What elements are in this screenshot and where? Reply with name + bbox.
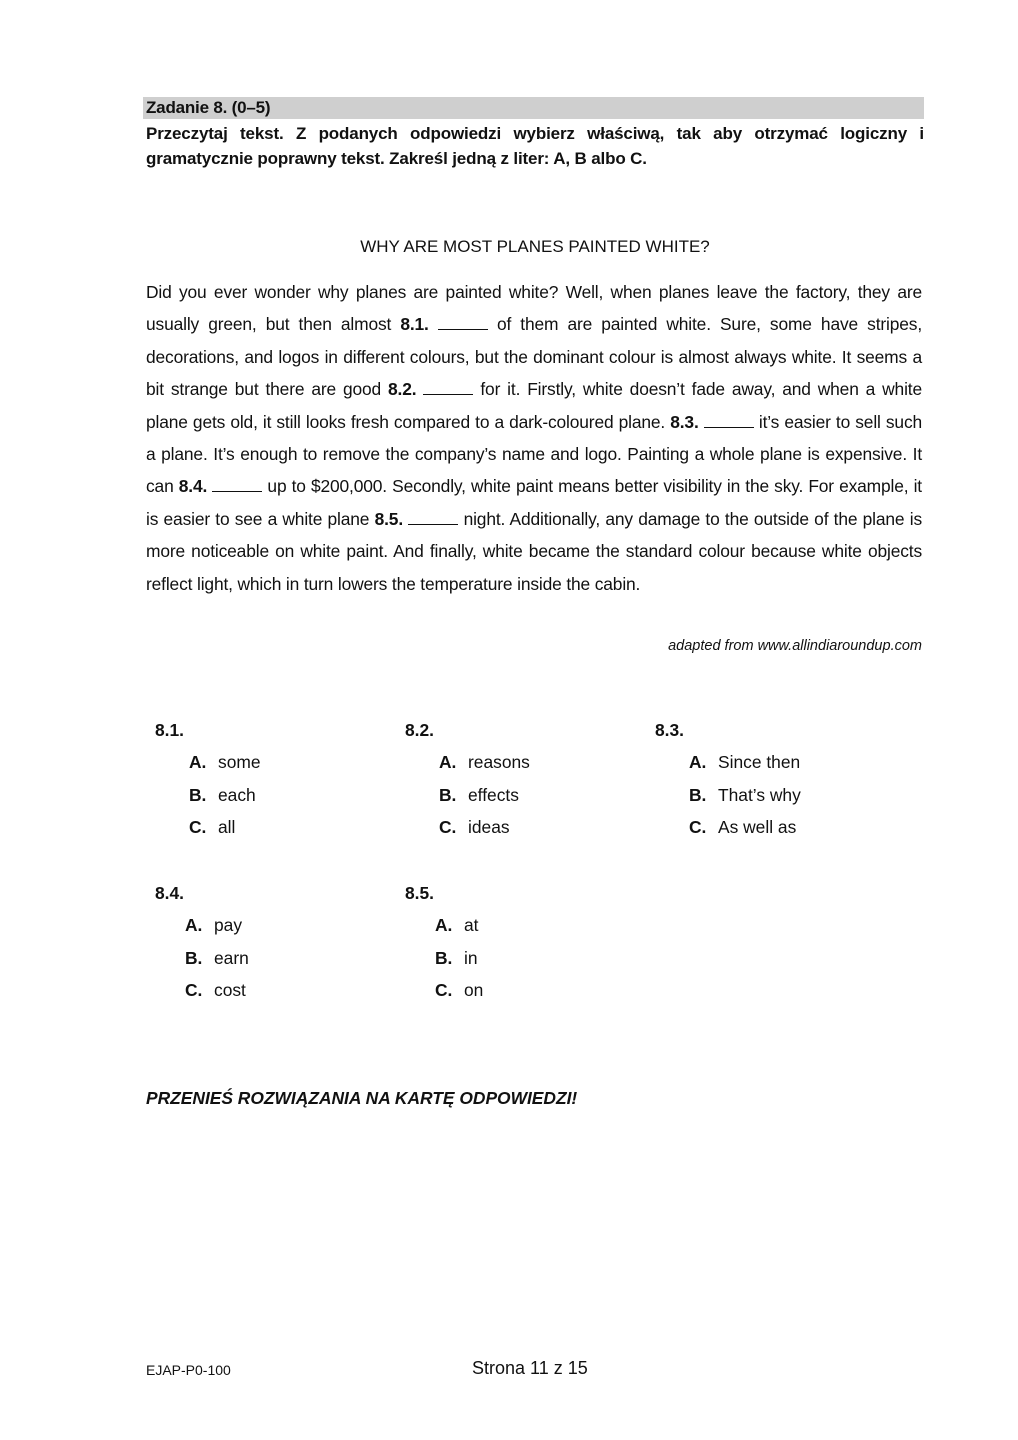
gap-blank-8-4 (212, 477, 262, 492)
question-number: 8.5. (405, 883, 435, 903)
passage-segment: of them are painted white. Sure, some have stripes, decorations, and logos in different colours, but the dominant colour is almost always white. It seems a bit strange but there are good (146, 314, 922, 400)
option-c[interactable]: C. on (435, 980, 484, 1001)
question-number: 8.4. (155, 883, 185, 903)
question-number: 8.3. (655, 720, 685, 740)
gap-blank-8-1 (438, 315, 488, 330)
task-instruction: Przeczytaj tekst. Z podanych odpowiedzi wybierz właściwą, tak aby otrzymać logiczny i gramatycznie poprawny tekst. Zakreśl jedną z liter: A, B albo C. (146, 124, 924, 168)
gap-label: 8.5. (374, 508, 404, 529)
question-8-3 (655, 714, 801, 844)
option-c[interactable]: C. ideas (439, 817, 510, 838)
gap-label: 8.4. (178, 476, 208, 497)
passage-segment: it’s easier to sell such a plane. It’s enough to remove the company’s name and logo. Painting a whole plane is expensive. It can (146, 411, 923, 497)
option-b[interactable]: B. That’s why (689, 784, 801, 805)
option-b[interactable]: B. earn (185, 947, 249, 968)
question-number: 8.2. (405, 720, 435, 740)
source-attribution: adapted from www.allindiaroundup.com (668, 638, 922, 654)
option-c[interactable]: C. all (189, 817, 236, 838)
passage-segment: night. Additionally, any damage to the outside of the plane is more noticeable on white paint. And finally, white became the standard colour because white objects reflect light, which in turn lowers the temperature inside the cabin. (146, 508, 922, 594)
option-b[interactable]: B. effects (439, 784, 519, 805)
gap-blank-8-2 (423, 380, 473, 395)
gap-label: 8.1. (400, 314, 429, 335)
question-8-5 (405, 877, 483, 1007)
task-title: Zadanie 8. (0–5) (146, 98, 271, 117)
text-title: WHY ARE MOST PLANES PAINTED WHITE? (360, 237, 710, 256)
question-number: 8.1. (155, 720, 185, 740)
exam-code: EJAP-P0-100 (146, 1362, 231, 1378)
question-8-4 (155, 877, 249, 1007)
passage-segment: up to $200,000. Secondly, white paint means better visibility in the sky. For example, it is easier to see a white plane (146, 476, 922, 529)
option-b[interactable]: B. each (189, 784, 256, 805)
passage-segment: for it. Firstly, white doesn’t fade away, and when a white plane gets old, it still looks fresh compared to a dark-coloured plane. (146, 379, 922, 432)
transfer-answers-note: PRZENIEŚ ROZWIĄZANIA NA KARTĘ ODPOWIEDZI! (146, 1088, 578, 1108)
option-a[interactable]: A. Since then (689, 752, 801, 773)
option-c[interactable]: C. As well as (689, 817, 797, 838)
option-a[interactable]: A. at (435, 915, 479, 936)
option-a[interactable]: A. reasons (439, 752, 530, 773)
gap-blank-8-3 (704, 413, 754, 428)
question-8-1 (155, 714, 261, 844)
option-b[interactable]: B. in (435, 947, 478, 968)
reading-passage (146, 276, 922, 600)
option-a[interactable]: A. some (189, 752, 261, 773)
gap-label: 8.2. (388, 379, 417, 400)
passage-segment: Did you ever wonder why planes are painted white? Well, when planes leave the factory, they are usually green, but then almost (146, 282, 922, 335)
gap-blank-8-5 (408, 510, 458, 525)
page-number: Strona 11 z 15 (472, 1358, 588, 1378)
question-8-2 (405, 714, 530, 844)
option-c[interactable]: C. cost (185, 980, 246, 1001)
option-a[interactable]: A. pay (185, 915, 243, 936)
gap-label: 8.3. (670, 411, 699, 432)
